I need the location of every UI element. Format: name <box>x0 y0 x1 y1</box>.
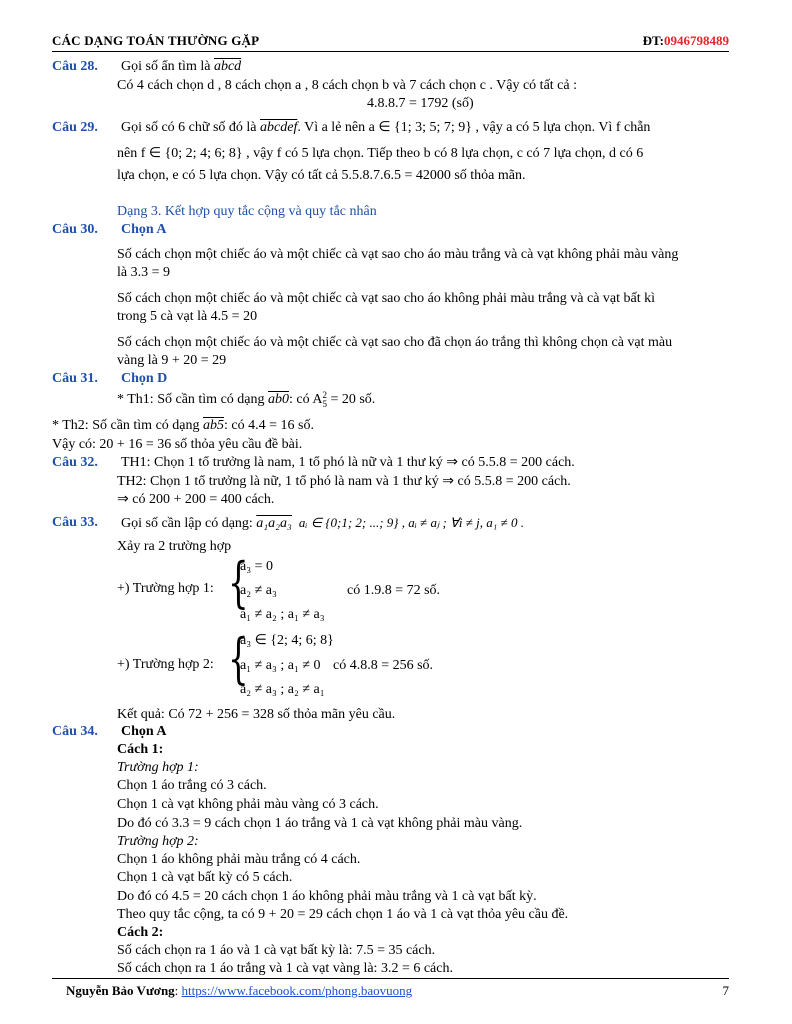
q34-a2: Chọn 1 cà vạt không phải màu vàng có 3 cách. <box>117 797 379 812</box>
q31-th2 <box>52 417 314 435</box>
q33-happen: Xảy ra 2 trường hợp <box>117 539 232 554</box>
header-title: CÁC DẠNG TOÁN THƯỜNG GẶP <box>52 33 260 48</box>
q33-result: Kết quả: Có 72 + 256 = 328 số thỏa mãn yêu cầu. <box>117 707 396 722</box>
q34-a3: Do đó có 3.3 = 9 cách chọn 1 áo trắng và 1 cà vạt không phải màu vàng. <box>117 816 523 831</box>
footer-sep: : <box>174 983 182 998</box>
q34-label: Câu 34. <box>52 724 98 739</box>
q33-case2-label: +) Trường hợp 2: <box>117 657 214 672</box>
q28-intro-text: Gọi số ẩn tìm là <box>121 59 211 74</box>
q33-case1-row1: a₃ = 0 <box>240 559 273 574</box>
q34-b4: Theo quy tắc cộng, ta có 9 + 20 = 29 cách chọn 1 áo và 1 cà vạt thỏa yêu cầu đề. <box>117 907 569 922</box>
q28-line1: Có 4 cách chọn d , 8 cách chọn a , 8 cách chọn b và 7 cách chọn c . Vậy có tất cả : <box>117 78 577 93</box>
footer-link[interactable]: https://www.facebook.com/phong.baovuong <box>181 983 413 998</box>
q33-case2-row1: a₃ ∈ {2; 4; 6; 8} <box>240 633 334 648</box>
q31-answer: Chọn D <box>121 371 168 386</box>
q31-th1a: * Th1: Số cần tìm có dạng <box>117 392 265 407</box>
q34-c2: Số cách chọn ra 1 áo trắng và 1 cà vạt vàng là: 3.2 = 6 cách. <box>117 961 453 976</box>
q28-label: Câu 28. <box>52 59 98 74</box>
q32-line2: TH2: Chọn 1 tổ trưởng là nữ, 1 tổ phó là nam và 1 thư ký ⇒ có 5.5.8 = 200 cách. <box>117 474 571 489</box>
q28-formula: 4.8.8.7 = 1792 (số) <box>367 96 474 111</box>
footer-author: Nguyễn Bảo Vương <box>66 983 175 998</box>
q33-condition: aᵢ ∈ {0;1; 2; ...; 9} , aᵢ ≠ aⱼ ; ∀i ≠ j, a₁ ≠ 0 . <box>298 515 524 530</box>
q31-th2-number: ab5 <box>203 418 224 433</box>
q33-case2-brace: { <box>228 627 249 690</box>
q31-label: Câu 31. <box>52 371 98 386</box>
q33-case2-row3: a₂ ≠ a₃ ; a₂ ≠ a₁ <box>240 682 325 697</box>
page-header <box>52 33 729 52</box>
q30-label: Câu 30. <box>52 222 98 237</box>
section-3-title: Dạng 3. Kết hợp quy tắc cộng và quy tắc nhân <box>117 204 377 219</box>
q31-th1-sub: 5 <box>322 399 327 409</box>
q30-p1a: Số cách chọn một chiếc áo và một chiếc cà vạt sao cho áo màu trắng và cà vạt không phải màu vàng <box>117 247 679 262</box>
q32-label: Câu 32. <box>52 455 98 470</box>
q34-b3: Do đó có 4.5 = 20 cách chọn 1 áo không phải màu trắng và 1 cà vạt bất kỳ. <box>117 889 537 904</box>
q33-case2-result: có 4.8.8 = 256 số. <box>333 658 434 673</box>
q29-line1b: . Vì a lẻ nên a ∈ {1; 3; 5; 7; 9} , vậy a có 5 lựa chọn. Vì f chẵn <box>297 120 651 135</box>
q28-number: abcd <box>213 59 242 74</box>
q30-answer: Chọn A <box>121 222 167 237</box>
q31-th1b: : có A <box>289 392 323 407</box>
q29-line2: nên f ∈ {0; 2; 4; 6; 8} , vậy f có 5 lựa chọn. Tiếp theo b có 8 lựa chọn, c có 7 lựa chọn, d có 6 <box>117 146 644 161</box>
q34-a1: Chọn 1 áo trắng có 3 cách. <box>117 778 267 793</box>
q34-method2: Cách 2: <box>117 925 164 940</box>
q31-th2a: * Th2: Số cần tìm có dạng <box>52 418 200 433</box>
q31-th2b: : có 4.4 = 16 số. <box>224 418 314 433</box>
q34-b2: Chọn 1 cà vạt bất kỳ có 5 cách. <box>117 870 293 885</box>
q29-number: abcdef <box>260 120 298 135</box>
q30-p3b: vàng là 9 + 20 = 29 <box>117 353 227 368</box>
q33-case1-brace: { <box>228 551 249 614</box>
phone-number: 0946798489 <box>664 33 729 48</box>
q33-number: a₁a₂a₃ <box>256 516 292 531</box>
q34-c1: Số cách chọn ra 1 áo và 1 cà vạt bất kỳ là: 7.5 = 35 cách. <box>117 943 436 958</box>
phone-label: ĐT: <box>642 33 664 48</box>
footer-credit <box>66 983 412 999</box>
q29-line1a: Gọi số có 6 chữ số đó là <box>121 120 257 135</box>
q32-line3: ⇒ có 200 + 200 = 400 cách. <box>117 492 275 507</box>
q29-line3: lựa chọn, e có 5 lựa chọn. Vậy có tất cả 5.5.8.7.6.5 = 42000 số thỏa mãn. <box>117 168 526 183</box>
header-phone <box>643 33 729 49</box>
q33-case1-label: +) Trường hợp 1: <box>117 581 214 596</box>
q33-label: Câu 33. <box>52 515 98 530</box>
page-footer <box>52 978 729 1001</box>
q34-b1: Chọn 1 áo không phải màu trắng có 4 cách. <box>117 852 361 867</box>
q34-answer: Chọn A <box>121 724 167 739</box>
q34-case2: Trường hợp 2: <box>117 834 199 849</box>
q31-th1 <box>117 391 375 409</box>
q33-case1-row3: a₁ ≠ a₂ ; a₁ ≠ a₃ <box>240 607 325 622</box>
q28-intro <box>121 58 241 76</box>
q30-p3a: Số cách chọn một chiếc áo và một chiếc cà vạt sao cho đã chọn áo trắng thì không chọn cà vạt màu <box>117 335 673 350</box>
q30-p1b: là 3.3 = 9 <box>117 265 170 280</box>
q29-label: Câu 29. <box>52 120 98 135</box>
q33-case1-result: có 1.9.8 = 72 số. <box>347 583 441 598</box>
q29-line1 <box>121 119 650 137</box>
q34-method1: Cách 1: <box>117 742 164 757</box>
q31-th1c: = 20 số. <box>326 392 376 407</box>
q33-case2-row2: a₁ ≠ a₃ ; a₁ ≠ 0 <box>240 658 321 673</box>
q33-case1-row2: a₂ ≠ a₃ <box>240 583 277 598</box>
q31-th1-sup: 2 <box>322 390 327 400</box>
q32-line1: TH1: Chọn 1 tổ trưởng là nam, 1 tổ phó là nữ và 1 thư ký ⇒ có 5.5.8 = 200 cách. <box>121 455 575 470</box>
q33-intro <box>121 514 524 533</box>
q30-p2a: Số cách chọn một chiếc áo và một chiếc cà vạt sao cho áo không phải màu trắng và cà vạt bất kì <box>117 291 656 306</box>
q31-th1-number: ab0 <box>268 392 289 407</box>
q30-p2b: trong 5 cà vạt là 4.5 = 20 <box>117 309 258 324</box>
q34-case1: Trường hợp 1: <box>117 760 199 775</box>
q31-conclusion: Vậy có: 20 + 16 = 36 số thỏa yêu cầu đề bài. <box>52 437 303 452</box>
q33-intro-text: Gọi số cần lập có dạng: <box>121 516 253 531</box>
page-number: 7 <box>722 983 729 998</box>
